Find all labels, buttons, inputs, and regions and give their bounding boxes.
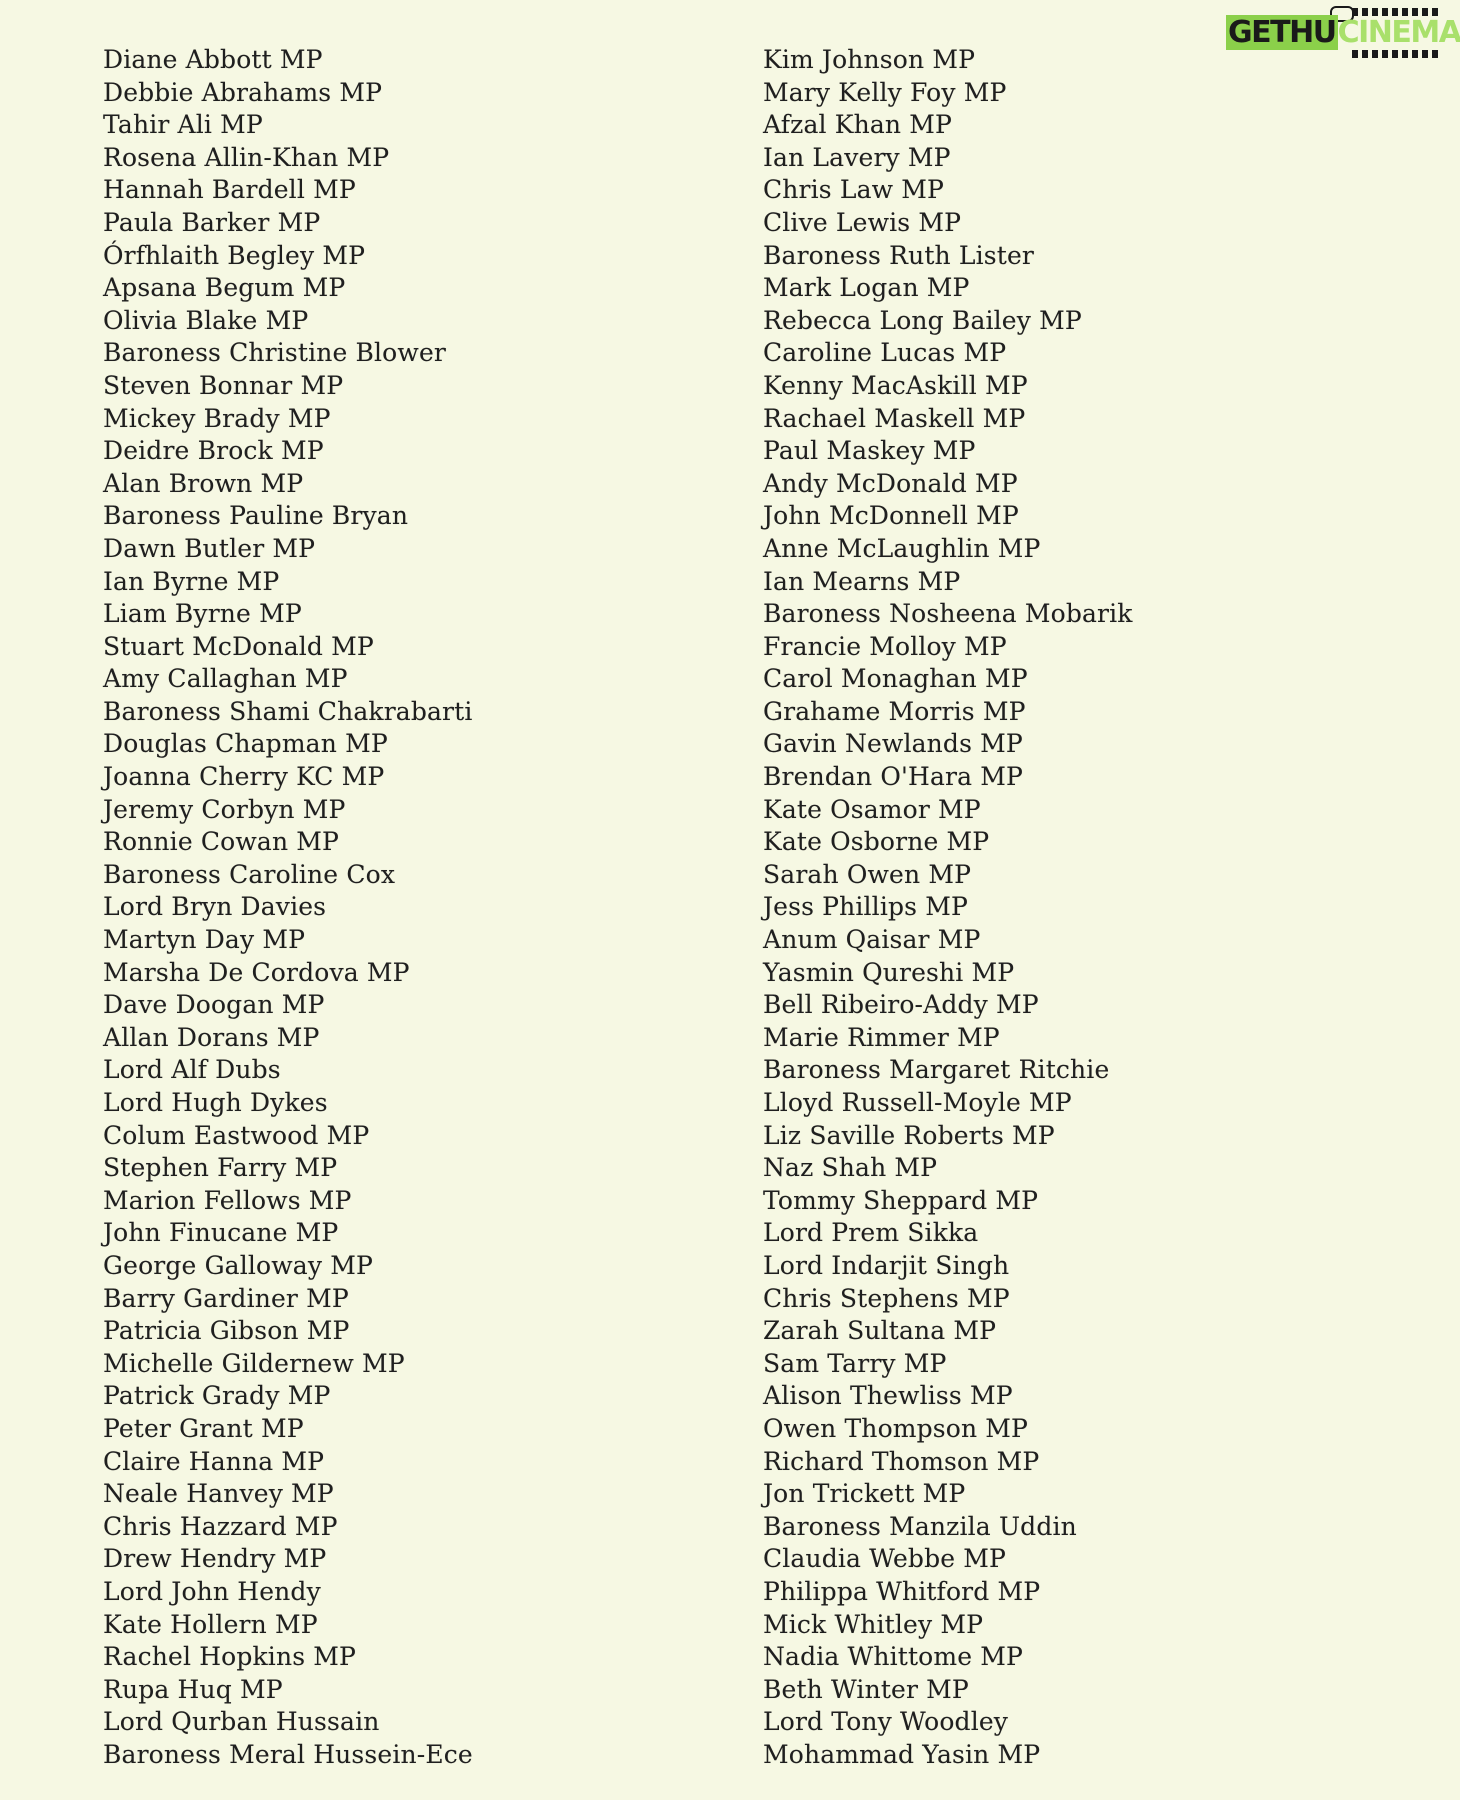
signatory-name: Anne McLaughlin MP [763,533,1041,563]
signatory-name: Diane Abbott MP [103,45,323,74]
signatory-name: Lord Indarjit Singh [763,1250,1010,1280]
signatory-name: Lord Prem Sikka [763,1218,979,1248]
signatory-name: Olivia Blake MP [103,305,309,335]
signatory-name: Michelle Gildernew MP [103,1348,405,1378]
signatory-name: Bell Ribeiro-Addy MP [763,990,1039,1020]
signatory-name: Peter Grant MP [103,1413,304,1443]
signatory-name: Caroline Lucas MP [763,338,1007,368]
signatory-name: Allan Dorans MP [103,1022,320,1052]
signatory-name: Alan Brown MP [103,468,304,498]
signatory-name: Baroness Christine Blower [103,338,446,368]
logo-text-gethu: GETHU [1228,15,1336,50]
signatory-name: Martyn Day MP [103,925,306,955]
signatory-name: Chris Hazzard MP [103,1511,338,1541]
signatory-name: Chris Stephens MP [763,1283,1010,1313]
signatory-name: Baroness Nosheena Mobarik [763,599,1133,629]
signatory-name: Baroness Ruth Lister [763,240,1035,270]
signatory-name: Afzal Khan MP [763,110,952,140]
signatory-name: Baroness Meral Hussein-Ece [103,1739,473,1769]
signatory-name: John Finucane MP [103,1218,339,1248]
signatory-name: Neale Hanvey MP [103,1479,334,1509]
signatory-name: Jeremy Corbyn MP [103,794,346,824]
signatory-name: Baroness Caroline Cox [103,859,396,889]
signatory-name: Steven Bonnar MP [103,370,344,400]
signatory-name: Hannah Bardell MP [103,175,356,205]
signatory-name: Yasmin Qureshi MP [763,957,1015,987]
right-name-column [763,44,1133,1771]
signatory-name: Paul Maskey MP [763,436,976,466]
signatory-name: Amy Callaghan MP [103,664,348,694]
signatory-name: Mohammad Yasin MP [763,1739,1041,1769]
signatory-name: Patrick Grady MP [103,1381,331,1411]
signatory-name: Colum Eastwood MP [103,1120,370,1150]
signatory-name: Rupa Huq MP [103,1674,283,1704]
signatory-name: Marion Fellows MP [103,1185,352,1215]
signatory-name: Gavin Newlands MP [763,729,1023,759]
signatory-name: Philippa Whitford MP [763,1576,1041,1606]
signatory-name: Joanna Cherry KC MP [103,762,385,792]
signatory-name: Tommy Sheppard MP [763,1185,1039,1215]
signatory-name: Grahame Morris MP [763,696,1026,726]
signatory-name: Claudia Webbe MP [763,1544,1007,1574]
signatory-name: Lord Qurban Hussain [103,1707,380,1737]
signatory-name: Lord Tony Woodley [763,1707,1009,1737]
signatory-name: Deidre Brock MP [103,436,324,466]
signatory-name: Ronnie Cowan MP [103,827,340,857]
signatory-name: Baroness Shami Chakrabarti [103,696,473,726]
signatory-name: Andy McDonald MP [763,468,1018,498]
signatory-name: Rosena Allin-Khan MP [103,142,390,172]
signatory-name: Ian Mearns MP [763,566,961,596]
signatory-name: Mick Whitley MP [763,1609,984,1639]
signatory-name: Lord Alf Dubs [103,1055,281,1085]
signatory-name: Anum Qaisar MP [763,925,981,955]
signatory-name: Jon Trickett MP [763,1479,966,1509]
signatory-name: Lloyd Russell-Moyle MP [763,1088,1072,1117]
signatory-name: Rebecca Long Bailey MP [763,305,1082,335]
signatory-name: Debbie Abrahams MP [103,77,383,107]
signatory-name: Naz Shah MP [763,1153,938,1183]
signatory-name: Liz Saville Roberts MP [763,1120,1055,1150]
left-name-column [103,44,473,1771]
signatory-name: Sarah Owen MP [763,859,972,889]
signatory-name: Baroness Manzila Uddin [763,1511,1077,1541]
signatory-name: Clive Lewis MP [763,207,962,237]
signatory-name: John McDonnell MP [763,501,1019,531]
signatory-name: Carol Monaghan MP [763,664,1028,694]
signatory-name: Lord Bryn Davies [103,892,327,922]
signatory-name: Stuart McDonald MP [103,631,374,661]
signatory-name: Kenny MacAskill MP [763,370,1028,400]
signatory-name: Paula Barker MP [103,207,321,237]
signatory-name: Drew Hendry MP [103,1544,327,1574]
signatory-name: Alison Thewliss MP [763,1381,1013,1411]
signatory-name: Mickey Brady MP [103,403,331,433]
signatory-name: Baroness Pauline Bryan [103,501,409,531]
signatory-name: Stephen Farry MP [103,1153,338,1183]
signatory-name: Apsana Begum MP [103,273,346,303]
logo-text [1226,16,1460,50]
signatory-name: Barry Gardiner MP [103,1283,349,1313]
film-strip-bottom-icon [1352,50,1438,58]
signatory-name: Lord Hugh Dykes [103,1088,328,1117]
signatory-name: Sam Tarry MP [763,1348,947,1378]
signatory-name: Kate Hollern MP [103,1609,318,1639]
signatory-name: Órfhlaith Begley MP [103,240,366,270]
signatory-name: George Galloway MP [103,1250,373,1280]
signatory-name: Francie Molloy MP [763,631,1007,661]
signatory-name: Kim Johnson MP [763,45,976,74]
signatory-name: Tahir Ali MP [103,110,263,140]
signatory-name: Zarah Sultana MP [763,1316,997,1346]
signatory-name: Marsha De Cordova MP [103,957,410,987]
signatory-name: Brendan O'Hara MP [763,762,1024,792]
signatory-name: Claire Hanna MP [103,1446,325,1476]
signatory-name: Patricia Gibson MP [103,1316,350,1346]
logo-text-cinema: CINEMA [1337,15,1460,50]
signatory-name: Dave Doogan MP [103,990,325,1020]
signatory-name: Dawn Butler MP [103,533,316,563]
signatory-name: Kate Osamor MP [763,794,981,824]
signatory-name: Douglas Chapman MP [103,729,388,759]
signatory-name: Rachael Maskell MP [763,403,1026,433]
signatory-name: Mary Kelly Foy MP [763,77,1007,107]
signatory-name: Kate Osborne MP [763,827,990,857]
signatory-name: Jess Phillips MP [763,892,968,922]
signatory-name: Chris Law MP [763,175,945,205]
signatory-name: Baroness Margaret Ritchie [763,1055,1110,1085]
signatory-name: Lord John Hendy [103,1576,321,1606]
signatory-name: Ian Lavery MP [763,142,951,172]
signatory-name: Beth Winter MP [763,1674,969,1704]
signatory-name: Rachel Hopkins MP [103,1642,356,1672]
signatory-name: Mark Logan MP [763,273,970,303]
signatory-name: Liam Byrne MP [103,599,302,629]
signatory-name: Owen Thompson MP [763,1413,1029,1443]
gethu-cinema-logo [1222,8,1460,56]
signatory-name: Richard Thomson MP [763,1446,1040,1476]
signatory-name: Marie Rimmer MP [763,1022,1000,1052]
signatory-name: Nadia Whittome MP [763,1642,1023,1672]
signatory-name: Ian Byrne MP [103,566,280,596]
